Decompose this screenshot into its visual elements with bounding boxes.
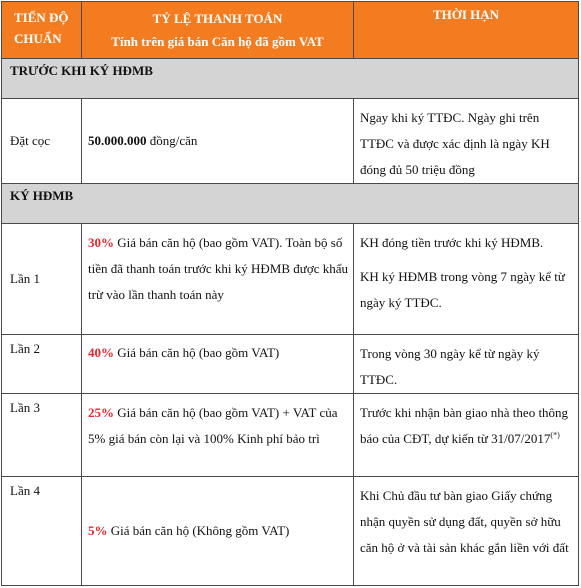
payment-cell	[82, 335, 354, 394]
deadline-text: KH đóng tiền trước khi ký HĐMB.	[360, 235, 544, 250]
payment-cell	[82, 394, 354, 477]
header-deadline: THỜI HẠN	[354, 2, 579, 59]
payment-cell	[82, 224, 354, 335]
deadline-cell	[354, 224, 579, 335]
header-stage	[2, 2, 82, 59]
deposit-amount-suffix: đồng/căn	[146, 133, 198, 148]
payment-percent: 5%	[88, 523, 108, 538]
table-header-row	[2, 2, 579, 59]
header-payment-rate-line2: Tính trên giá bán Căn hộ đã gồm VAT	[111, 34, 324, 49]
payment-text: Giá bán căn hộ (bao gồm VAT). Toàn bộ số tiền đã thanh toán trước khi ký HĐMB được khấu trừ vào lần thanh toán này	[88, 235, 348, 302]
section-label: KÝ HĐMB	[2, 184, 579, 224]
stage-cell: Đặt cọc	[2, 99, 82, 184]
stage-cell: Lần 2	[2, 335, 82, 394]
table-row-deposit	[2, 99, 579, 184]
section-label: TRƯỚC KHI KÝ HĐMB	[2, 59, 579, 99]
table-row-installment-1	[2, 224, 579, 335]
deadline-cell: Trong vòng 30 ngày kể từ ngày ký TTĐC.	[354, 335, 579, 394]
header-payment-rate	[82, 2, 354, 59]
deposit-amount: 50.000.000	[88, 133, 147, 148]
table-row-installment-2	[2, 335, 579, 394]
payment-text: Giá bán căn hộ (Không gồm VAT)	[107, 523, 290, 538]
footnote-marker: (*)	[550, 430, 560, 440]
payment-percent: 25%	[88, 405, 114, 420]
deadline-cell: Ngay khi ký TTĐC. Ngày ghi trên TTĐC và được xác định là ngày KH đóng đủ 50 triệu đồng	[354, 99, 579, 184]
deadline-text: KH ký HĐMB trong vòng 7 ngày kể từ ngày ký TTĐC.	[360, 269, 565, 310]
payment-text: Giá bán căn hộ (bao gồm VAT)	[114, 345, 280, 360]
table-row-installment-4	[2, 477, 579, 586]
section-row-contract	[2, 184, 579, 224]
stage-cell: Lần 4	[2, 477, 82, 586]
deadline-text: Trước khi nhận bàn giao nhà theo thông báo của CĐT, dự kiến từ 31/07/2017	[360, 405, 569, 446]
header-stage-line2: CHUẨN	[14, 31, 62, 46]
section-row-before-contract	[2, 59, 579, 99]
header-payment-rate-line1: TỶ LỆ THANH TOÁN	[152, 11, 283, 26]
paragraph-gap	[360, 256, 572, 264]
stage-cell: Lần 3	[2, 394, 82, 477]
deadline-cell	[354, 394, 579, 477]
stage-cell: Lần 1	[2, 224, 82, 335]
payment-cell	[82, 99, 354, 184]
deadline-cell: Khi Chủ đầu tư bàn giao Giấy chứng nhận quyền sử dụng đất, quyền sở hữu căn hộ ở và tài sản khác gắn liền với đất	[354, 477, 579, 586]
payment-cell	[82, 477, 354, 586]
payment-schedule-table	[1, 1, 579, 586]
payment-percent: 30%	[88, 235, 114, 250]
header-stage-line1: TIẾN ĐỘ	[14, 10, 69, 25]
payment-percent: 40%	[88, 345, 114, 360]
payment-text: Giá bán căn hộ (bao gồm VAT) + VAT của 5% giá bán còn lại và 100% Kinh phí bảo trì	[88, 405, 338, 446]
table-row-installment-3	[2, 394, 579, 477]
